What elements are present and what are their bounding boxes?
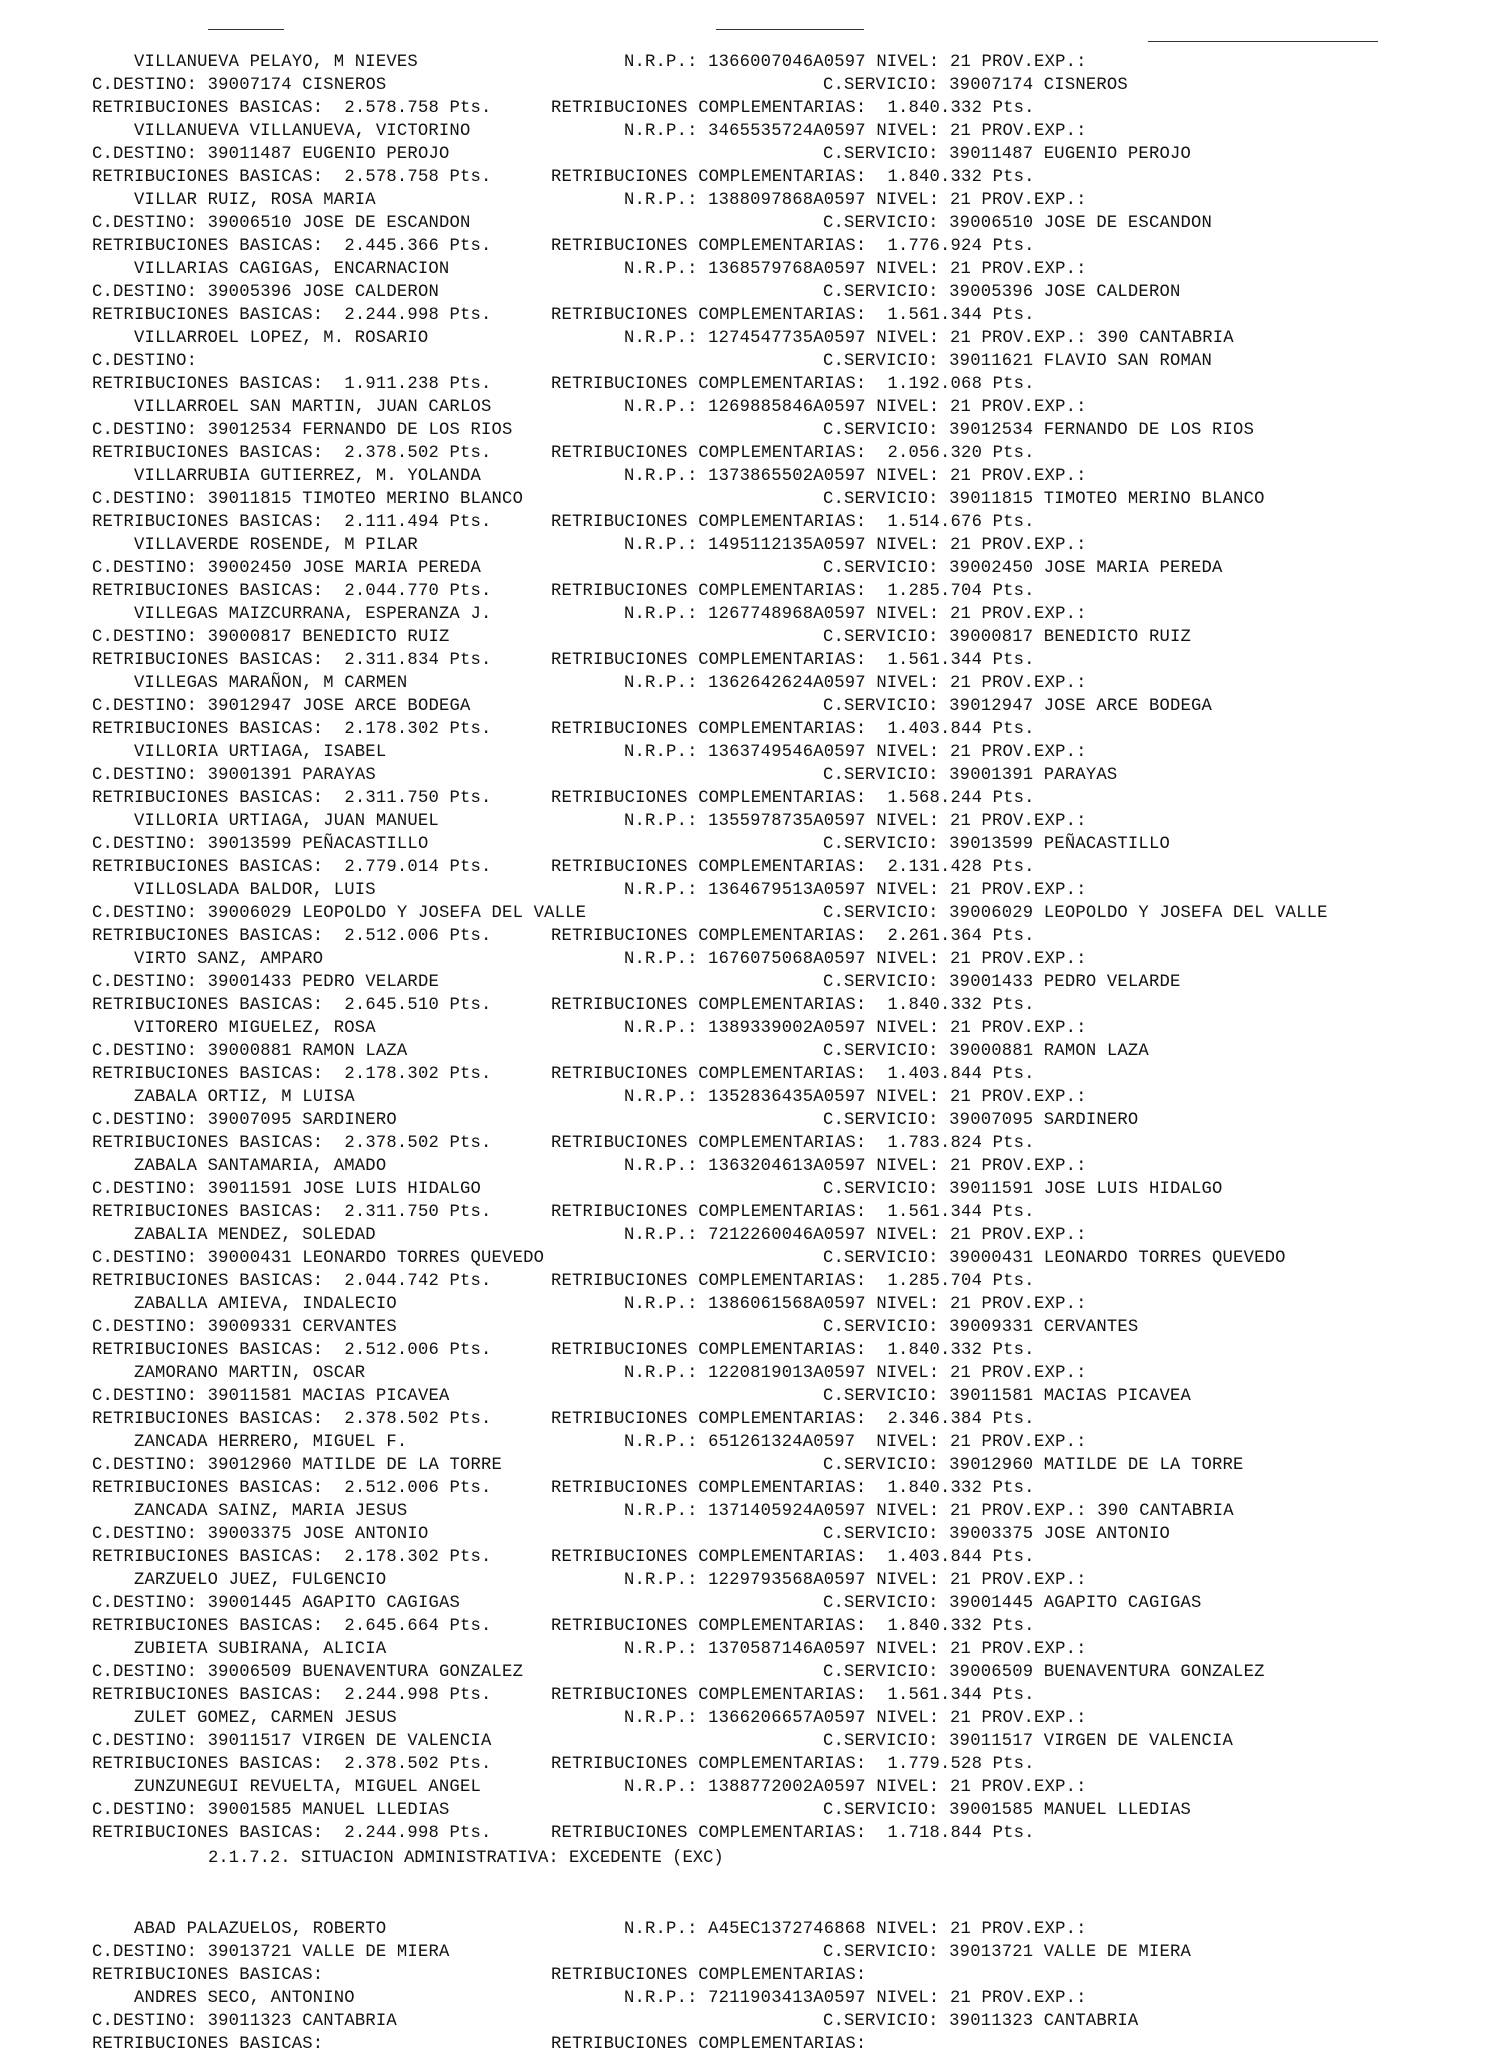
record-destino-line	[92, 74, 1492, 97]
employee-record	[92, 1293, 1492, 1362]
centro-destino: C.DESTINO: 39001445 AGAPITO CAGIGAS	[92, 1594, 460, 1613]
record-destino-line	[92, 419, 1492, 442]
centro-servicio: C.SERVICIO: 39006510 JOSE DE ESCANDON	[823, 214, 1213, 233]
employee-record	[92, 1155, 1492, 1224]
centro-servicio: C.SERVICIO: 39003375 JOSE ANTONIO	[823, 1525, 1170, 1544]
retribuciones-complementarias: RETRIBUCIONES COMPLEMENTARIAS: 1.285.704 Pts.	[551, 1272, 1035, 1291]
employee-record	[92, 534, 1492, 603]
employee-name: ABAD PALAZUELOS, ROBERTO	[134, 1920, 387, 1939]
centro-destino: C.DESTINO: 39011487 EUGENIO PEROJO	[92, 145, 450, 164]
record-retribuciones-line	[92, 373, 1492, 396]
centro-servicio: C.SERVICIO: 39001585 MANUEL LLEDIAS	[823, 1801, 1191, 1820]
employee-record	[92, 1362, 1492, 1431]
retribuciones-basicas: RETRIBUCIONES BASICAS:	[92, 1966, 324, 1985]
nrp-info: N.R.P.: 1676075068A0597 NIVEL: 21 PROV.EXP.:	[624, 950, 1087, 969]
centro-servicio: C.SERVICIO: 39011323 CANTABRIA	[823, 2012, 1139, 2031]
record-retribuciones-line	[92, 1546, 1492, 1569]
record-retribuciones-line	[92, 442, 1492, 465]
record-retribuciones-line	[92, 1753, 1492, 1776]
centro-destino: C.DESTINO: 39001433 PEDRO VELARDE	[92, 973, 439, 992]
employee-record	[92, 1017, 1492, 1086]
centro-servicio: C.SERVICIO: 39007095 SARDINERO	[823, 1111, 1139, 1130]
centro-destino: C.DESTINO: 39009331 CERVANTES	[92, 1318, 397, 1337]
record-header-line	[92, 1362, 1492, 1385]
centro-destino: C.DESTINO: 39003375 JOSE ANTONIO	[92, 1525, 429, 1544]
employee-record	[92, 1569, 1492, 1638]
record-header-line	[92, 948, 1492, 971]
employee-record	[92, 1776, 1492, 1845]
retribuciones-basicas: RETRIBUCIONES BASICAS: 2.578.758 Pts.	[92, 168, 492, 187]
centro-servicio: C.SERVICIO: 39002450 JOSE MARIA PEREDA	[823, 559, 1223, 578]
nrp-info: N.R.P.: 1220819013A0597 NIVEL: 21 PROV.EXP.:	[624, 1364, 1087, 1383]
nrp-info: N.R.P.: 1363204613A0597 NIVEL: 21 PROV.EXP.:	[624, 1157, 1087, 1176]
record-header-line	[92, 396, 1492, 419]
employee-record	[92, 879, 1492, 948]
centro-servicio: C.SERVICIO: 39001433 PEDRO VELARDE	[823, 973, 1181, 992]
employee-name: ZANCADA HERRERO, MIGUEL F.	[134, 1433, 408, 1452]
record-header-line	[92, 1431, 1492, 1454]
record-header-line	[92, 465, 1492, 488]
record-retribuciones-line	[92, 994, 1492, 1017]
retribuciones-basicas: RETRIBUCIONES BASICAS: 2.378.502 Pts.	[92, 1410, 492, 1429]
retribuciones-complementarias: RETRIBUCIONES COMPLEMENTARIAS: 1.840.332 Pts.	[551, 996, 1035, 1015]
retribuciones-basicas: RETRIBUCIONES BASICAS: 2.178.302 Pts.	[92, 720, 492, 739]
record-header-line	[92, 741, 1492, 764]
retribuciones-complementarias: RETRIBUCIONES COMPLEMENTARIAS: 1.561.344 Pts.	[551, 306, 1035, 325]
centro-destino: C.DESTINO: 39013599 PEÑACASTILLO	[92, 835, 429, 854]
nrp-info: N.R.P.: A45EC1372746868 NIVEL: 21 PROV.EXP.:	[624, 1920, 1087, 1939]
centro-destino: C.DESTINO: 39005396 JOSE CALDERON	[92, 283, 439, 302]
record-retribuciones-line	[92, 304, 1492, 327]
record-retribuciones-line	[92, 235, 1492, 258]
retribuciones-basicas: RETRIBUCIONES BASICAS: 2.779.014 Pts.	[92, 858, 492, 877]
employee-name: ZABALLA AMIEVA, INDALECIO	[134, 1295, 397, 1314]
nrp-info: N.R.P.: 1389339002A0597 NIVEL: 21 PROV.EXP.:	[624, 1019, 1087, 1038]
retribuciones-complementarias: RETRIBUCIONES COMPLEMENTARIAS: 1.192.068 Pts.	[551, 375, 1035, 394]
record-retribuciones-line	[92, 925, 1492, 948]
nrp-info: N.R.P.: 1229793568A0597 NIVEL: 21 PROV.EXP.:	[624, 1571, 1087, 1590]
retribuciones-complementarias: RETRIBUCIONES COMPLEMENTARIAS: 1.403.844 Pts.	[551, 1065, 1035, 1084]
record-destino-line	[92, 1178, 1492, 1201]
employee-record	[92, 327, 1492, 396]
employee-name: VILLAVERDE ROSENDE, M PILAR	[134, 536, 418, 555]
record-retribuciones-line	[92, 1132, 1492, 1155]
excedente-record-list	[92, 1918, 1492, 2056]
record-retribuciones-line	[92, 1964, 1492, 1987]
employee-name: ZABALA SANTAMARIA, AMADO	[134, 1157, 387, 1176]
centro-servicio: C.SERVICIO: 39012534 FERNANDO DE LOS RIOS	[823, 421, 1255, 440]
record-header-line	[92, 879, 1492, 902]
retribuciones-basicas: RETRIBUCIONES BASICAS: 2.311.750 Pts.	[92, 1203, 492, 1222]
record-destino-line	[92, 1730, 1492, 1753]
retribuciones-basicas: RETRIBUCIONES BASICAS: 2.244.998 Pts.	[92, 306, 492, 325]
record-header-line	[92, 1293, 1492, 1316]
record-retribuciones-line	[92, 1201, 1492, 1224]
nrp-info: N.R.P.: 1363749546A0597 NIVEL: 21 PROV.EXP.:	[624, 743, 1087, 762]
record-header-line	[92, 603, 1492, 626]
employee-record-list	[92, 51, 1492, 1845]
employee-name: ZABALIA MENDEZ, SOLEDAD	[134, 1226, 376, 1245]
centro-destino: C.DESTINO: 39013721 VALLE DE MIERA	[92, 1943, 450, 1962]
retribuciones-basicas: RETRIBUCIONES BASICAS: 2.512.006 Pts.	[92, 1479, 492, 1498]
retribuciones-complementarias: RETRIBUCIONES COMPLEMENTARIAS: 1.840.332 Pts.	[551, 1479, 1035, 1498]
record-header-line	[92, 810, 1492, 833]
employee-name: ZAMORANO MARTIN, OSCAR	[134, 1364, 366, 1383]
record-header-line	[92, 327, 1492, 350]
employee-name: VILLARROEL SAN MARTIN, JUAN CARLOS	[134, 398, 492, 417]
nrp-info: N.R.P.: 3465535724A0597 NIVEL: 21 PROV.EXP.:	[624, 122, 1087, 141]
section-heading: 2.1.7.2. SITUACION ADMINISTRATIVA: EXCEDENTE (EXC)	[208, 1849, 724, 1868]
centro-destino: C.DESTINO: 39011581 MACIAS PICAVEA	[92, 1387, 450, 1406]
retribuciones-complementarias: RETRIBUCIONES COMPLEMENTARIAS: 2.346.384 Pts.	[551, 1410, 1035, 1429]
retribuciones-complementarias: RETRIBUCIONES COMPLEMENTARIAS: 1.561.344 Pts.	[551, 1686, 1035, 1705]
retribuciones-complementarias: RETRIBUCIONES COMPLEMENTARIAS: 1.776.924 Pts.	[551, 237, 1035, 256]
centro-servicio: C.SERVICIO: 39006509 BUENAVENTURA GONZALEZ	[823, 1663, 1265, 1682]
scan-rule-right	[1148, 41, 1378, 42]
centro-servicio: C.SERVICIO: 39001445 AGAPITO CAGIGAS	[823, 1594, 1202, 1613]
retribuciones-basicas: RETRIBUCIONES BASICAS:	[92, 2035, 324, 2054]
employee-record	[92, 258, 1492, 327]
record-retribuciones-line	[92, 1615, 1492, 1638]
employee-record	[92, 741, 1492, 810]
record-destino-line	[92, 764, 1492, 787]
employee-name: VILLEGAS MAIZCURRANA, ESPERANZA J.	[134, 605, 492, 624]
centro-servicio: C.SERVICIO: 39000431 LEONARDO TORRES QUEVEDO	[823, 1249, 1286, 1268]
centro-servicio: C.SERVICIO: 39013721 VALLE DE MIERA	[823, 1943, 1191, 1962]
nrp-info: N.R.P.: 1269885846A0597 NIVEL: 21 PROV.EXP.:	[624, 398, 1087, 417]
record-retribuciones-line	[92, 1408, 1492, 1431]
centro-destino: C.DESTINO: 39012947 JOSE ARCE BODEGA	[92, 697, 471, 716]
employee-name: VILLOSLADA BALDOR, LUIS	[134, 881, 376, 900]
centro-destino: C.DESTINO: 39006510 JOSE DE ESCANDON	[92, 214, 471, 233]
centro-servicio: C.SERVICIO: 39011591 JOSE LUIS HIDALGO	[823, 1180, 1223, 1199]
employee-record	[92, 1086, 1492, 1155]
employee-record	[92, 120, 1492, 189]
record-header-line	[92, 1776, 1492, 1799]
retribuciones-basicas: RETRIBUCIONES BASICAS: 2.178.302 Pts.	[92, 1065, 492, 1084]
centro-servicio: C.SERVICIO: 39013599 PEÑACASTILLO	[823, 835, 1170, 854]
nrp-info: N.R.P.: 1352836435A0597 NIVEL: 21 PROV.EXP.:	[624, 1088, 1087, 1107]
centro-servicio: C.SERVICIO: 39011517 VIRGEN DE VALENCIA	[823, 1732, 1234, 1751]
retribuciones-basicas: RETRIBUCIONES BASICAS: 2.645.510 Pts.	[92, 996, 492, 1015]
scan-rule-left	[208, 29, 284, 30]
record-header-line	[92, 1500, 1492, 1523]
employee-record	[92, 672, 1492, 741]
record-retribuciones-line	[92, 649, 1492, 672]
retribuciones-complementarias: RETRIBUCIONES COMPLEMENTARIAS: 2.056.320 Pts.	[551, 444, 1035, 463]
employee-name: ZULET GOMEZ, CARMEN JESUS	[134, 1709, 397, 1728]
retribuciones-basicas: RETRIBUCIONES BASICAS: 2.578.758 Pts.	[92, 99, 492, 118]
retribuciones-basicas: RETRIBUCIONES BASICAS: 1.911.238 Pts.	[92, 375, 492, 394]
employee-name: ZANCADA SAINZ, MARIA JESUS	[134, 1502, 408, 1521]
record-header-line	[92, 1638, 1492, 1661]
record-retribuciones-line	[92, 166, 1492, 189]
employee-record	[92, 1987, 1492, 2056]
record-header-line	[92, 1987, 1492, 2010]
employee-record	[92, 1918, 1492, 1987]
retribuciones-complementarias: RETRIBUCIONES COMPLEMENTARIAS: 1.561.344 Pts.	[551, 651, 1035, 670]
centro-destino: C.DESTINO: 39006029 LEOPOLDO Y JOSEFA DEL VALLE	[92, 904, 587, 923]
centro-servicio: C.SERVICIO: 39001391 PARAYAS	[823, 766, 1118, 785]
record-header-line	[92, 1569, 1492, 1592]
retribuciones-complementarias: RETRIBUCIONES COMPLEMENTARIAS:	[551, 1966, 867, 1985]
record-retribuciones-line	[92, 1477, 1492, 1500]
retribuciones-complementarias: RETRIBUCIONES COMPLEMENTARIAS: 1.840.332 Pts.	[551, 1341, 1035, 1360]
nrp-info: N.R.P.: 651261324A0597 NIVEL: 21 PROV.EXP.:	[624, 1433, 1087, 1452]
record-header-line	[92, 258, 1492, 281]
retribuciones-complementarias: RETRIBUCIONES COMPLEMENTARIAS: 1.718.844 Pts.	[551, 1824, 1035, 1843]
nrp-info: N.R.P.: 7211903413A0597 NIVEL: 21 PROV.EXP.:	[624, 1989, 1087, 2008]
record-destino-line	[92, 626, 1492, 649]
retribuciones-complementarias: RETRIBUCIONES COMPLEMENTARIAS:	[551, 2035, 867, 2054]
nrp-info: N.R.P.: 1388772002A0597 NIVEL: 21 PROV.EXP.:	[624, 1778, 1087, 1797]
employee-name: VILLAR RUIZ, ROSA MARIA	[134, 191, 376, 210]
employee-record	[92, 1224, 1492, 1293]
employee-record	[92, 396, 1492, 465]
retribuciones-complementarias: RETRIBUCIONES COMPLEMENTARIAS: 1.840.332 Pts.	[551, 168, 1035, 187]
nrp-info: N.R.P.: 1364679513A0597 NIVEL: 21 PROV.EXP.:	[624, 881, 1087, 900]
nrp-info: N.R.P.: 1388097868A0597 NIVEL: 21 PROV.EXP.:	[624, 191, 1087, 210]
retribuciones-complementarias: RETRIBUCIONES COMPLEMENTARIAS: 1.840.332 Pts.	[551, 1617, 1035, 1636]
employee-name: ZARZUELO JUEZ, FULGENCIO	[134, 1571, 387, 1590]
record-header-line	[92, 534, 1492, 557]
nrp-info: N.R.P.: 1362642624A0597 NIVEL: 21 PROV.EXP.:	[624, 674, 1087, 693]
record-retribuciones-line	[92, 2033, 1492, 2056]
centro-destino: C.DESTINO: 39012960 MATILDE DE LA TORRE	[92, 1456, 503, 1475]
centro-destino: C.DESTINO: 39011815 TIMOTEO MERINO BLANCO	[92, 490, 524, 509]
record-destino-line	[92, 281, 1492, 304]
nrp-info: N.R.P.: 1368579768A0597 NIVEL: 21 PROV.EXP.:	[624, 260, 1087, 279]
centro-servicio: C.SERVICIO: 39000881 RAMON LAZA	[823, 1042, 1149, 1061]
nrp-info: N.R.P.: 1495112135A0597 NIVEL: 21 PROV.EXP.:	[624, 536, 1087, 555]
record-destino-line	[92, 212, 1492, 235]
centro-destino: C.DESTINO: 39011517 VIRGEN DE VALENCIA	[92, 1732, 492, 1751]
retribuciones-complementarias: RETRIBUCIONES COMPLEMENTARIAS: 1.514.676 Pts.	[551, 513, 1035, 532]
nrp-info: N.R.P.: 1366007046A0597 NIVEL: 21 PROV.EXP.:	[624, 53, 1087, 72]
centro-servicio: C.SERVICIO: 39011815 TIMOTEO MERINO BLANCO	[823, 490, 1265, 509]
employee-name: VILLEGAS MARAÑON, M CARMEN	[134, 674, 408, 693]
employee-name: VILLORIA URTIAGA, JUAN MANUEL	[134, 812, 439, 831]
record-header-line	[92, 672, 1492, 695]
centro-destino: C.DESTINO: 39007095 SARDINERO	[92, 1111, 397, 1130]
record-destino-line	[92, 1592, 1492, 1615]
scan-rule-center	[716, 29, 864, 30]
nrp-info: N.R.P.: 1274547735A0597 NIVEL: 21 PROV.EXP.: 390 CANTABRIA	[624, 329, 1234, 348]
retribuciones-complementarias: RETRIBUCIONES COMPLEMENTARIAS: 1.285.704 Pts.	[551, 582, 1035, 601]
retribuciones-complementarias: RETRIBUCIONES COMPLEMENTARIAS: 2.131.428 Pts.	[551, 858, 1035, 877]
employee-name: ANDRES SECO, ANTONINO	[134, 1989, 355, 2008]
centro-destino: C.DESTINO: 39012534 FERNANDO DE LOS RIOS	[92, 421, 513, 440]
record-destino-line	[92, 488, 1492, 511]
centro-destino: C.DESTINO: 39011323 CANTABRIA	[92, 2012, 397, 2031]
record-header-line	[92, 1707, 1492, 1730]
retribuciones-basicas: RETRIBUCIONES BASICAS: 2.111.494 Pts.	[92, 513, 492, 532]
retribuciones-complementarias: RETRIBUCIONES COMPLEMENTARIAS: 1.403.844 Pts.	[551, 1548, 1035, 1567]
retribuciones-basicas: RETRIBUCIONES BASICAS: 2.378.502 Pts.	[92, 1755, 492, 1774]
employee-record	[92, 1707, 1492, 1776]
record-retribuciones-line	[92, 1822, 1492, 1845]
record-destino-line	[92, 1454, 1492, 1477]
employee-name: VILLANUEVA PELAYO, M NIEVES	[134, 53, 418, 72]
record-destino-line	[92, 350, 1492, 373]
retribuciones-basicas: RETRIBUCIONES BASICAS: 2.311.834 Pts.	[92, 651, 492, 670]
record-destino-line	[92, 2010, 1492, 2033]
retribuciones-complementarias: RETRIBUCIONES COMPLEMENTARIAS: 1.779.528 Pts.	[551, 1755, 1035, 1774]
employee-name: ZUBIETA SUBIRANA, ALICIA	[134, 1640, 387, 1659]
retribuciones-basicas: RETRIBUCIONES BASICAS: 2.445.366 Pts.	[92, 237, 492, 256]
retribuciones-complementarias: RETRIBUCIONES COMPLEMENTARIAS: 1.840.332 Pts.	[551, 99, 1035, 118]
employee-name: VILLARROEL LOPEZ, M. ROSARIO	[134, 329, 429, 348]
employee-name: ZABALA ORTIZ, M LUISA	[134, 1088, 355, 1107]
record-destino-line	[92, 1799, 1492, 1822]
record-retribuciones-line	[92, 1684, 1492, 1707]
record-retribuciones-line	[92, 856, 1492, 879]
retribuciones-basicas: RETRIBUCIONES BASICAS: 2.244.998 Pts.	[92, 1686, 492, 1705]
retribuciones-complementarias: RETRIBUCIONES COMPLEMENTARIAS: 1.568.244 Pts.	[551, 789, 1035, 808]
centro-servicio: C.SERVICIO: 39011581 MACIAS PICAVEA	[823, 1387, 1191, 1406]
centro-destino: C.DESTINO:	[92, 352, 198, 371]
nrp-info: N.R.P.: 7212260046A0597 NIVEL: 21 PROV.EXP.:	[624, 1226, 1087, 1245]
centro-destino: C.DESTINO: 39007174 CISNEROS	[92, 76, 387, 95]
record-retribuciones-line	[92, 1063, 1492, 1086]
record-retribuciones-line	[92, 580, 1492, 603]
record-destino-line	[92, 143, 1492, 166]
record-header-line	[92, 1224, 1492, 1247]
record-destino-line	[92, 1109, 1492, 1132]
centro-destino: C.DESTINO: 39002450 JOSE MARIA PEREDA	[92, 559, 482, 578]
record-destino-line	[92, 1247, 1492, 1270]
employee-name: VILLARIAS CAGIGAS, ENCARNACION	[134, 260, 450, 279]
retribuciones-basicas: RETRIBUCIONES BASICAS: 2.311.750 Pts.	[92, 789, 492, 808]
record-destino-line	[92, 902, 1492, 925]
centro-servicio: C.SERVICIO: 39007174 CISNEROS	[823, 76, 1128, 95]
centro-destino: C.DESTINO: 39006509 BUENAVENTURA GONZALEZ	[92, 1663, 524, 1682]
nrp-info: N.R.P.: 1355978735A0597 NIVEL: 21 PROV.EXP.:	[624, 812, 1087, 831]
employee-record	[92, 603, 1492, 672]
employee-name: VIRTO SANZ, AMPARO	[134, 950, 324, 969]
centro-servicio: C.SERVICIO: 39012947 JOSE ARCE BODEGA	[823, 697, 1213, 716]
nrp-info: N.R.P.: 1370587146A0597 NIVEL: 21 PROV.EXP.:	[624, 1640, 1087, 1659]
record-header-line	[92, 1086, 1492, 1109]
record-retribuciones-line	[92, 1270, 1492, 1293]
record-destino-line	[92, 1661, 1492, 1684]
employee-name: VITORERO MIGUELEZ, ROSA	[134, 1019, 376, 1038]
employee-name: VILLORIA URTIAGA, ISABEL	[134, 743, 387, 762]
retribuciones-complementarias: RETRIBUCIONES COMPLEMENTARIAS: 2.261.364 Pts.	[551, 927, 1035, 946]
record-retribuciones-line	[92, 787, 1492, 810]
record-destino-line	[92, 833, 1492, 856]
retribuciones-complementarias: RETRIBUCIONES COMPLEMENTARIAS: 1.403.844 Pts.	[551, 720, 1035, 739]
centro-servicio: C.SERVICIO: 39012960 MATILDE DE LA TORRE	[823, 1456, 1244, 1475]
retribuciones-complementarias: RETRIBUCIONES COMPLEMENTARIAS: 1.561.344 Pts.	[551, 1203, 1035, 1222]
record-retribuciones-line	[92, 511, 1492, 534]
record-header-line	[92, 51, 1492, 74]
centro-destino: C.DESTINO: 39011591 JOSE LUIS HIDALGO	[92, 1180, 482, 1199]
record-destino-line	[92, 557, 1492, 580]
record-header-line	[92, 1155, 1492, 1178]
nrp-info: N.R.P.: 1386061568A0597 NIVEL: 21 PROV.EXP.:	[624, 1295, 1087, 1314]
nrp-info: N.R.P.: 1373865502A0597 NIVEL: 21 PROV.EXP.:	[624, 467, 1087, 486]
nrp-info: N.R.P.: 1267748968A0597 NIVEL: 21 PROV.EXP.:	[624, 605, 1087, 624]
record-retribuciones-line	[92, 97, 1492, 120]
record-destino-line	[92, 1523, 1492, 1546]
employee-record	[92, 465, 1492, 534]
record-destino-line	[92, 1941, 1492, 1964]
centro-servicio: C.SERVICIO: 39005396 JOSE CALDERON	[823, 283, 1181, 302]
retribuciones-complementarias: RETRIBUCIONES COMPLEMENTARIAS: 1.783.824 Pts.	[551, 1134, 1035, 1153]
record-destino-line	[92, 1385, 1492, 1408]
centro-destino: C.DESTINO: 39001391 PARAYAS	[92, 766, 376, 785]
retribuciones-basicas: RETRIBUCIONES BASICAS: 2.378.502 Pts.	[92, 444, 492, 463]
employee-record	[92, 948, 1492, 1017]
centro-servicio: C.SERVICIO: 39000817 BENEDICTO RUIZ	[823, 628, 1191, 647]
centro-servicio: C.SERVICIO: 39011621 FLAVIO SAN ROMAN	[823, 352, 1213, 371]
record-header-line	[92, 120, 1492, 143]
record-retribuciones-line	[92, 718, 1492, 741]
employee-name: ZUNZUNEGUI REVUELTA, MIGUEL ANGEL	[134, 1778, 481, 1797]
employee-record	[92, 1431, 1492, 1500]
retribuciones-basicas: RETRIBUCIONES BASICAS: 2.512.006 Pts.	[92, 1341, 492, 1360]
centro-servicio: C.SERVICIO: 39006029 LEOPOLDO Y JOSEFA DEL VALLE	[823, 904, 1328, 923]
centro-servicio: C.SERVICIO: 39009331 CERVANTES	[823, 1318, 1139, 1337]
nrp-info: N.R.P.: 1366206657A0597 NIVEL: 21 PROV.EXP.:	[624, 1709, 1087, 1728]
retribuciones-basicas: RETRIBUCIONES BASICAS: 2.044.770 Pts.	[92, 582, 492, 601]
retribuciones-basicas: RETRIBUCIONES BASICAS: 2.645.664 Pts.	[92, 1617, 492, 1636]
retribuciones-basicas: RETRIBUCIONES BASICAS: 2.512.006 Pts.	[92, 927, 492, 946]
record-destino-line	[92, 971, 1492, 994]
retribuciones-basicas: RETRIBUCIONES BASICAS: 2.244.998 Pts.	[92, 1824, 492, 1843]
record-retribuciones-line	[92, 1339, 1492, 1362]
employee-name: VILLARRUBIA GUTIERREZ, M. YOLANDA	[134, 467, 481, 486]
employee-record	[92, 1500, 1492, 1569]
record-destino-line	[92, 1316, 1492, 1339]
centro-destino: C.DESTINO: 39000431 LEONARDO TORRES QUEVEDO	[92, 1249, 545, 1268]
retribuciones-basicas: RETRIBUCIONES BASICAS: 2.044.742 Pts.	[92, 1272, 492, 1291]
employee-record	[92, 51, 1492, 120]
centro-destino: C.DESTINO: 39001585 MANUEL LLEDIAS	[92, 1801, 450, 1820]
centro-destino: C.DESTINO: 39000881 RAMON LAZA	[92, 1042, 408, 1061]
employee-name: VILLANUEVA VILLANUEVA, VICTORINO	[134, 122, 471, 141]
centro-destino: C.DESTINO: 39000817 BENEDICTO RUIZ	[92, 628, 450, 647]
record-header-line	[92, 1918, 1492, 1941]
employee-record	[92, 189, 1492, 258]
employee-record	[92, 810, 1492, 879]
centro-servicio: C.SERVICIO: 39011487 EUGENIO PEROJO	[823, 145, 1191, 164]
retribuciones-basicas: RETRIBUCIONES BASICAS: 2.178.302 Pts.	[92, 1548, 492, 1567]
retribuciones-basicas: RETRIBUCIONES BASICAS: 2.378.502 Pts.	[92, 1134, 492, 1153]
record-header-line	[92, 1017, 1492, 1040]
nrp-info: N.R.P.: 1371405924A0597 NIVEL: 21 PROV.EXP.: 390 CANTABRIA	[624, 1502, 1234, 1521]
record-header-line	[92, 189, 1492, 212]
employee-record	[92, 1638, 1492, 1707]
record-destino-line	[92, 695, 1492, 718]
record-destino-line	[92, 1040, 1492, 1063]
